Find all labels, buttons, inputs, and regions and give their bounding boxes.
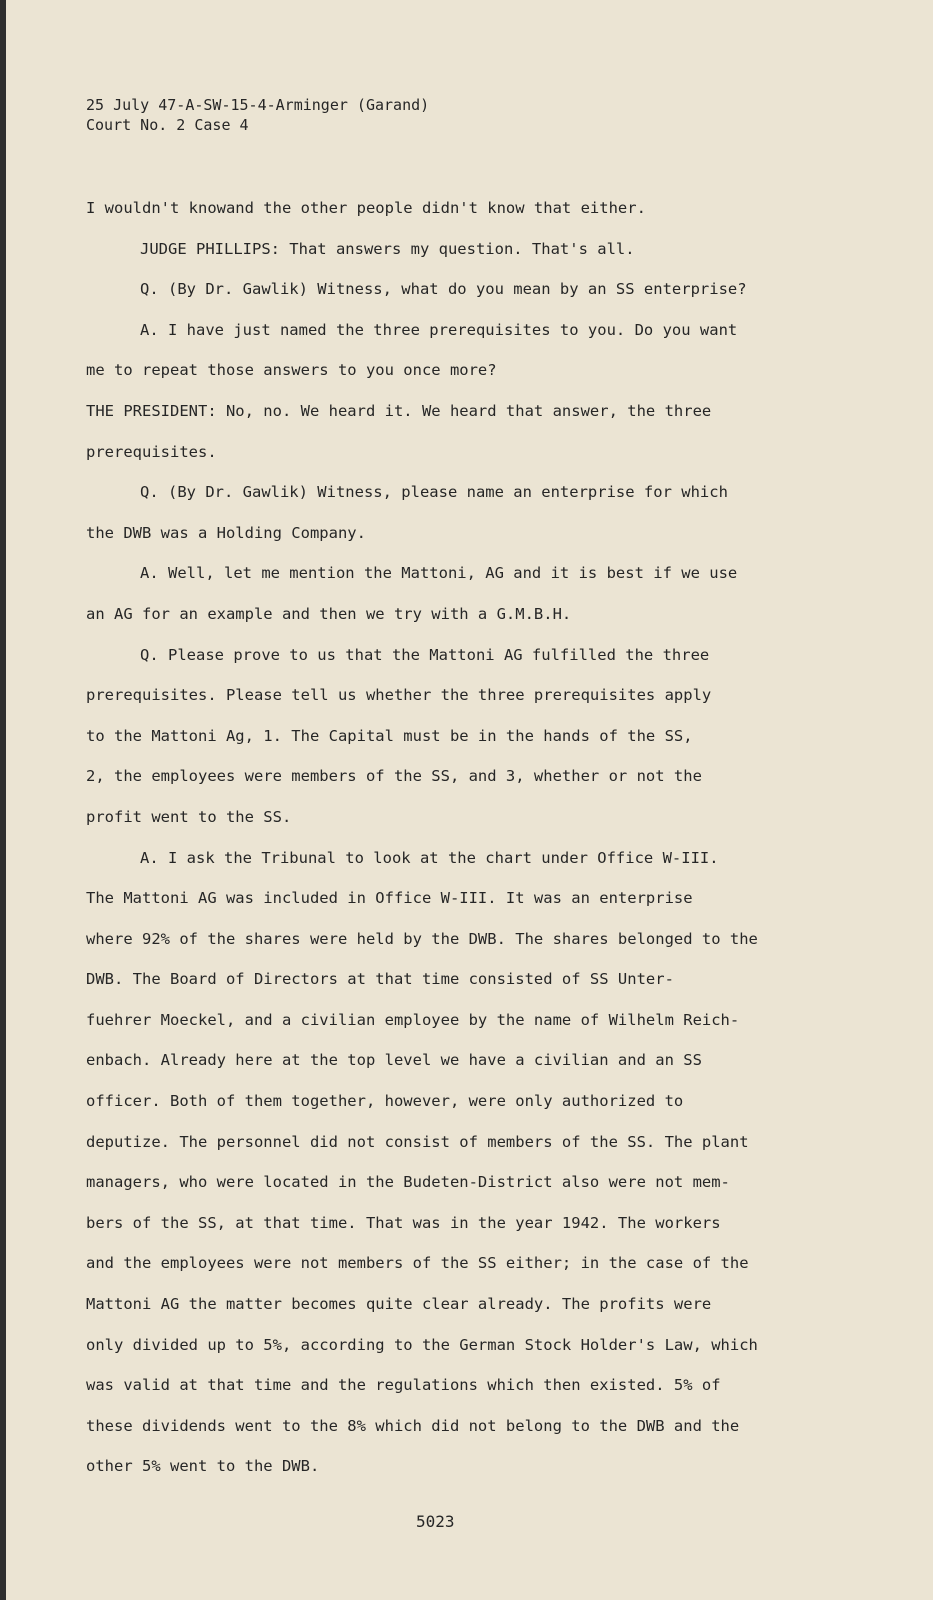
transcript-line: The Mattoni AG was included in Office W-III. It was an enterprise	[86, 889, 693, 908]
transcript-line: was valid at that time and the regulations which then existed. 5% of	[86, 1376, 721, 1395]
transcript-line: me to repeat those answers to you once more?	[86, 361, 497, 380]
transcript-line: prerequisites.	[86, 442, 217, 461]
transcript-line: Mattoni AG the matter becomes quite clear already. The profits were	[86, 1295, 712, 1314]
transcript-line: these dividends went to the 8% which did not belong to the DWB and the	[86, 1416, 740, 1435]
transcript-line: profit went to the SS.	[86, 807, 292, 826]
transcript-line: JUDGE PHILLIPS: That answers my question. That's all.	[140, 239, 635, 258]
transcript-line: to the Mattoni Ag, 1. The Capital must be in the hands of the SS,	[86, 726, 693, 745]
transcript-line: managers, who were located in the Budeten-District also were not mem-	[86, 1173, 730, 1192]
transcript-line: bers of the SS, at that time. That was in the year 1942. The workers	[86, 1213, 721, 1232]
transcript-line: where 92% of the shares were held by the DWB. The shares belonged to the	[86, 929, 758, 948]
transcript-line: 2, the employees were members of the SS, and 3, whether or not the	[86, 767, 702, 786]
transcript-line: fuehrer Moeckel, and a civilian employee by the name of Wilhelm Reich-	[86, 1010, 740, 1029]
transcript-line: the DWB was a Holding Company.	[86, 523, 366, 542]
transcript-line: DWB. The Board of Directors at that time consisted of SS Unter-	[86, 970, 674, 989]
page-number: 5023	[416, 1512, 455, 1531]
transcript-line: prerequisites. Please tell us whether the three prerequisites apply	[86, 686, 712, 705]
document-header	[86, 95, 429, 135]
transcript-body	[86, 196, 916, 1495]
transcript-line: I wouldn't knowand the other people didn't know that either.	[86, 199, 646, 217]
header-line-2: Court No. 2 Case 4	[86, 116, 249, 134]
transcript-line: Q. (By Dr. Gawlik) Witness, what do you mean by an SS enterprise?	[140, 280, 747, 299]
transcript-line: A. I ask the Tribunal to look at the chart under Office W-III.	[140, 848, 719, 867]
transcript-line: A. I have just named the three prerequisites to you. Do you want	[140, 320, 738, 339]
header-line-1: 25 July 47-A-SW-15-4-Arminger (Garand)	[86, 96, 430, 114]
transcript-line: A. Well, let me mention the Mattoni, AG and it is best if we use	[140, 564, 738, 583]
transcript-line: and the employees were not members of the SS either; in the case of the	[86, 1254, 749, 1273]
transcript-line: other 5% went to the DWB.	[86, 1457, 320, 1476]
transcript-line: only divided up to 5%, according to the German Stock Holder's Law, which	[86, 1335, 758, 1354]
transcript-line: enbach. Already here at the top level we have a civilian and an SS	[86, 1051, 702, 1070]
transcript-line: officer. Both of them together, however, were only authorized to	[86, 1092, 684, 1111]
transcript-line: deputize. The personnel did not consist of members of the SS. The plant	[86, 1132, 749, 1151]
transcript-line: an AG for an example and then we try with a G.M.B.H.	[86, 604, 572, 623]
transcript-line: Q. Please prove to us that the Mattoni AG fulfilled the three	[140, 645, 710, 664]
transcript-line: Q. (By Dr. Gawlik) Witness, please name an enterprise for which	[140, 483, 728, 502]
transcript-line: THE PRESIDENT: No, no. We heard it. We heard that answer, the three	[86, 401, 712, 420]
